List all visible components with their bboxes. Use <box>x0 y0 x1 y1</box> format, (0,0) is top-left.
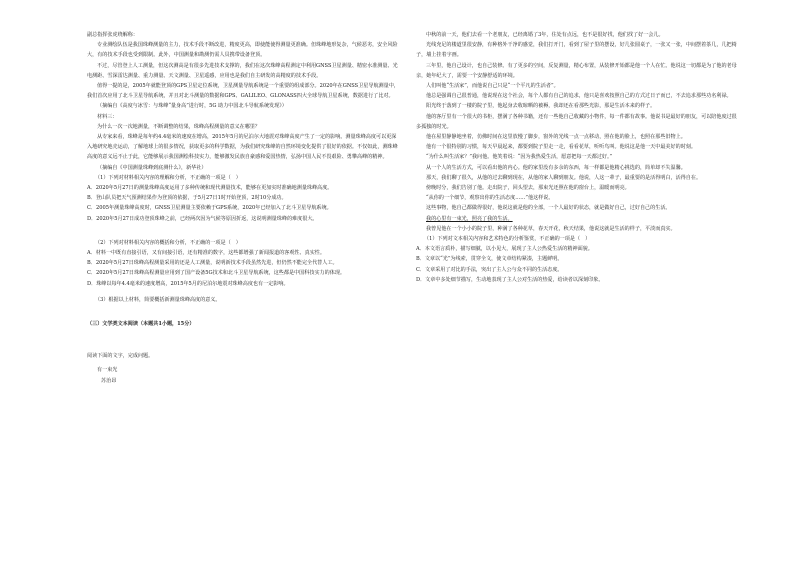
story-paragraph: 我曾见他在一个小小的院子里，种满了各种花草，春天开花，秋天结果，他说这就是生活的样子，平淡而真实。 <box>426 225 676 232</box>
story-paragraph: 人们叫他“生活家”，而他说自己只是“一个平凡的生活者”。 <box>426 83 559 90</box>
material-paragraph: 从专家来看，珠峰是每年约4.4毫米的速度在增高，2015年5月的尼泊尔大地震对珠峰高度产生了一定的影响。测量珠峰高度可以更深入地研究地壳运动，了解地球上的很多情况，获取更多的科学数据，为我们研究珠峰的自然环境变化提供了很好的依据。不仅如此，测珠峰高度的意义远不止于此，它能够展示我国测绘科技实力，能够激发民族自豪感和爱国热情，弘扬中国人民不畏艰险、勇攀高峰的精神。 <box>87 134 398 161</box>
material-paragraph: 为什么一次一次地测量，不断调整的结果，珠峰高程测量的意义在哪里？ <box>97 123 261 130</box>
story-paragraph: 他总是强调自己很普通，他说现在这个社会，每个人都有自己的追求，他只是喜欢按照自己的方式过日子而已，不去追求那些功名利禄。 <box>426 93 732 100</box>
question-2-option-b[interactable]: B．2020年5月27日珠峰高程测量采用的还是人工测量，说明新技术手段虽然先进，但仍然不能完全代替人工。 <box>87 260 338 267</box>
material-label: 材料三： <box>97 113 118 120</box>
section-heading-literary: （三）文学类文本阅读（本题共1小题，15分） <box>87 321 195 328</box>
story-paragraph: “从你的一个细节，观察出你的生活态度……”他这样说。 <box>426 195 554 202</box>
question-1-option-a[interactable]: A．2020年5月27日的测量珠峰高度运用了多种传统和现代测量技术，能够在更加实时准确地测量珠峰高度。 <box>87 185 333 192</box>
question-2-option-a[interactable]: A．材料一中既有直接引语，又有间接引语，还有精准的数字，这些都增强了新闻报道的客观性、真实性。 <box>87 250 325 257</box>
story-paragraph: 他的客厅里有一个很大的书柜，摆满了各种书籍，还有一些他自己收藏的小物件，每一件都有故事。他说书是最好的朋友，可以陪他度过很多孤独的时光。 <box>416 113 737 130</box>
story-paragraph: 他在屋里静静地坐着，仿佛时间在这里放慢了脚步，窗外的光线一点一点移动，照在他的脸上，也照在那些旧物上。 <box>426 134 686 141</box>
question-3-stem: （3）根据以上材料，简要概括新测量珠峰高度的意义。 <box>95 296 221 303</box>
question-2-stem: （2）下列对材料相关内容的概括和分析，不正确的一项是（ ） <box>95 239 241 246</box>
story-question-option-b[interactable]: B．文章以“光”为线索，贯穿全文，使文章结构紧凑，主题鲜明。 <box>416 256 563 263</box>
story-question-stem: （1）下列对文本相关内容和艺术特色的分析鉴赏，不正确的一项是（ ） <box>424 236 591 243</box>
story-paragraph: 光线充足的楼道里很安静，有种格外干净的感觉，我们打开门，看到了屋子里的摆设，好几张圆桌子，一张又一张，中间摆着茶几，几把椅子，墙上挂着字画。 <box>416 42 737 59</box>
reading-instruction: 阅读下面的文字，完成问题。 <box>87 353 154 360</box>
story-paragraph: 那天，我们聊了很久，从他的过去聊到现在，从他的家人聊到朋友。他说，人这一辈子，最重要的是活得明白，活得自在。 <box>426 174 702 181</box>
question-1-stem: （1）下列对材料相关内容的理解和分析，不正确的一项是（ ） <box>95 174 241 181</box>
story-question-option-a[interactable]: A．本文语言质朴，描写细腻，以小见大，展现了主人公热爱生活的精神面貌。 <box>416 246 593 253</box>
question-1-option-b[interactable]: B．登山队员把天气预测结果作为登顶的依据，于5月27日1时开始登顶，2时10分成功。 <box>87 195 287 202</box>
question-1-option-c[interactable]: C．2005年测量珠峰高度时，GNSS卫星测量主要依赖于GPS系统，2020年已经加入了北斗卫星导航系统。 <box>87 205 332 212</box>
story-question-option-d[interactable]: D．文章中多处细节描写，生动地表现了主人公对生活的热爱，给读者以深刻印象。 <box>416 276 604 283</box>
story-author: 苏治昂 <box>101 377 117 384</box>
story-question-option-c[interactable]: C．文章采用了对比的手法，突出了主人公与众不同的生活态度。 <box>416 266 563 273</box>
excerpt-source: （摘编自《高度与冰雪：与珠峰“量身高”进行时，5G 助力中国北斗导航系统发现》） <box>97 103 287 110</box>
story-paragraph: 他有一个很特别的习惯，每天早晨起来，都要到院子里走一走，看看花草，听听鸟叫。他说这是他一天中最美好的时刻。 <box>426 144 696 151</box>
question-1-option-d[interactable]: D．2020年5月27日成功登顶珠峰之前，已经两次因为气候等原因折返，这说明测量珠峰的难度很大。 <box>87 215 318 222</box>
story-paragraph: 从一个人的生活方式，可以看出他的内心。他的家里没有多余的东西，每一样都是他精心挑选的，简单却不失温馨。 <box>426 164 686 171</box>
right-column <box>416 30 738 285</box>
story-paragraph: 这些事物，他自己都做得很好，他说这就是他的全部，一个人最好的状态，就是做好自己，过好自己的生活。 <box>426 205 671 212</box>
story-paragraph: 阳光终于落到了一楼的院子里，他起身去收晾晒的被褥，我却还在看那些光影，那是生活本来的样子。 <box>426 103 656 110</box>
story-title: 有一束光 <box>97 367 118 374</box>
story-underlined-quote: 我的心里有一束光，照亮了我的生活。 <box>426 215 513 222</box>
material-paragraph: 不过，尽管登上人工测量，但这次测高是有很多先进技术支撑的，我们在这次珠峰高程测定中利用GNSS卫星测量、精密水准测量、光电测距、雪深雷达测量、重力测量、天文测量、卫星遥感，应用也是我们自主研发的高精度的技术手段。 <box>87 62 398 79</box>
material-paragraph: 专业测绘队伍是我国珠峰测量的主力，技术手段不断改进，精度更高，即使能使得测量更准确。但珠峰地形复杂，气候恶劣，安全风险大，有的技术手段也受到限制。此外，中国测量和勘测仍需人员携带设备登顶。 <box>87 42 398 59</box>
intro-paragraph-tail: 副总指挥张虎绕解称： <box>87 32 138 38</box>
question-2-option-c[interactable]: C．2020年5月27日珠峰高程测量应用到了国产设备5G技术和北斗卫星导航系统，这些都是中国科技实力的体现。 <box>87 270 346 277</box>
excerpt-source: （摘编自《中国测量珠峰到底测什么》，新华社） <box>97 164 207 171</box>
story-paragraph: 傍晚时分，我们告别了他。走出院子，回头望去，那束光还照在他的窗台上，温暖而明亮。 <box>426 185 630 192</box>
material-paragraph: 值得一提的是，2005年就能登顶的GPS卫星定位系统，卫星测量导航系统是一个重要的组成部分。2020年在GNSS卫星导航测量中，我们首次应用了北斗卫星导航系统，并且对北斗测量的数据和GPS、GALILEO、GLONASS四大全球导航卫星系统，数据进行了比对。 <box>87 83 399 100</box>
left-column <box>87 30 399 386</box>
story-paragraph: 中秋的前一天，他们去看一个老朋友，已经离婚了3年，住处有点远，也不是很好找，他们找了好一会儿。 <box>426 32 664 38</box>
story-paragraph: 三年里，他自己设计，也自己装修。有了更多的空间，反复测量，精心布置，从装修开始都是他一个人在忙。他说这一切都是为了他的老母亲，她年纪大了，需要一个安静舒适的环境。 <box>416 62 737 79</box>
question-2-option-d[interactable]: D．珠峰以每年4.4毫米的速度增高，2015年5月的尼泊尔地震对珠峰高度也有一定影响。 <box>87 280 289 287</box>
story-paragraph: “为什么叫生活家？”我问他。他笑着说：“因为我热爱生活，愿意把每一天都过好。” <box>426 154 613 161</box>
